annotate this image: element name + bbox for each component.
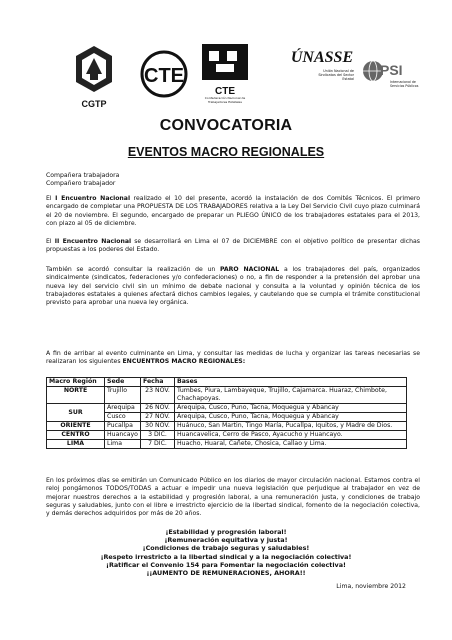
cgtp-emblem-icon <box>72 44 116 94</box>
header-region: Macro Región <box>47 378 105 387</box>
cell-fecha: 3 DIC. <box>141 431 175 440</box>
cell-bases: Huánuco, San Martin, Tingo María, Pucallpa, Iquitos, y Madre de Dios. <box>175 422 407 431</box>
p2-text: se desarrollará en Lima el 07 de DICIEMBRE con el objetivo político de presentar dichas propuestas a los poderes del Estado. <box>46 238 420 254</box>
svg-text:CTE: CTE <box>144 65 184 87</box>
slogan-list <box>0 528 452 577</box>
logo-row <box>0 40 452 110</box>
ipsi-subcaption: Internacional de Servicios Públicos <box>390 80 419 88</box>
paragraph-macro-regional <box>46 350 420 367</box>
table-row <box>47 387 407 404</box>
cell-fecha: 30 NOV. <box>141 422 175 431</box>
paragraph-first-meeting <box>46 195 420 228</box>
cell-fecha: 27 NOV. <box>141 413 175 422</box>
p3-text: a los trabajadores del país, organizados sindicalmente (sindicatos, federaciones y/o confederaciones) o no, a fin de responder a la pretensión del aprobar una nueva ley del servicio civil sin un mínimo de debate nacional y consulta a la voluntad y opinión técnica de los trabajadores estatales a quienes afectará dichos cambios legales, y cautelando que se cumpla el trámite constitucional previsto para aprobar una nueva ley orgánica. <box>46 266 421 307</box>
p1-text: El <box>46 195 56 202</box>
p4-text: A fin de arribar al evento culminante en Lima, y consultar las medidas de lucha y organizar las tareas necesarias se realizaran los siguientes <box>46 350 420 366</box>
cite-emblem-icon <box>140 48 188 100</box>
p1-text: realizado el 10 del presente, acordó la instalación de dos Comités Técnicos. El primero encargado de completar una PROPUESTA DE LOS TRABAJADORES relativa a la Ley Del Servicio Civil cuyo plazo culminará el 20 de noviembre. El segundo, encargado de preparar un PLIEGO ÚNICO de los trabajadores estatales para el 2013, con plazo al 05 de diciembre. <box>46 195 420 227</box>
slogan-line: ¡Ratificar el Convenio 154 para Fomentar la negociación colectiva! <box>106 560 346 569</box>
cell-fecha: 23 NOV. <box>141 387 175 404</box>
p1-bold: I Encuentro Nacional <box>55 195 131 202</box>
cell-sede: Arequipa <box>105 404 141 413</box>
p2-bold: II Encuentro Nacional <box>54 238 132 245</box>
closing-date: Lima, noviembre 2012 <box>336 583 406 590</box>
cell-bases: Huancavelica, Cerro de Pasco, Ayacucho y Huancayo. <box>175 431 407 440</box>
cell-bases: Huacho, Huaral, Cañete, Chosica, Callao y Lima. <box>175 440 407 449</box>
cell-sede: Lima <box>105 440 141 449</box>
table-header-row <box>47 378 407 387</box>
cell-fecha: 26 NOV. <box>141 404 175 413</box>
cite-logo <box>140 48 188 100</box>
paragraph-call-to-action <box>46 477 420 518</box>
cell-bases: Arequipa, Cusco, Puno, Tacna, Moquegua y Abancay <box>175 413 407 422</box>
cell-sede: Trujillo <box>105 387 141 404</box>
slogan-line: ¡¡AUMENTO DE REMUNERACIONES, AHORA!! <box>146 569 306 578</box>
p3-text: También se acordó consultar la realización de un <box>46 266 220 273</box>
unasse-subcaption: Unión Nacional de Sindicatos del Sector Estatal <box>318 69 354 81</box>
p3-bold: PARO NACIONAL <box>219 266 280 273</box>
table-row <box>47 431 407 440</box>
cell-region: NORTE <box>47 387 105 404</box>
unasse-logo <box>290 42 354 108</box>
page-subtitle: EVENTOS MACRO REGIONALES <box>127 145 325 159</box>
greeting <box>46 172 420 189</box>
cell-sede: Huancayo <box>105 431 141 440</box>
cte-emblem-icon <box>198 42 252 82</box>
unasse-caption: ÚNASSE <box>290 49 354 66</box>
header-fecha: Fecha <box>141 378 175 387</box>
slogan-line: ¡Estabilidad y progresión laboral! <box>165 528 287 536</box>
greeting-line: Compañera trabajadora <box>46 172 120 179</box>
ipsi-logo <box>362 60 426 100</box>
cte-caption: CTE <box>215 86 235 97</box>
p5-text: En los próximos días se emitirán un Comunicado Público en los diarios de mayor circulación nacional. Estamos contra el reloj pongámonos TODOS/TODAS a actuar e impedir una nueva legislación que perjudique al trabajador en vez de mejorar nuestros derechos a la estabilidad y progresión laboral, a una remuneración justa, y condiciones de trabajo seguras y saludables, junto con el libre e irrestricto ejercicio de la libertad sindical, fomento de la negociación colectiva, y demás derechos adquiridos por más de 20 años. <box>46 477 420 518</box>
cgtp-caption: CGTP <box>81 99 107 109</box>
cell-region: CENTRO <box>47 431 105 440</box>
cte-subcaption: Confederación Nacional de Trabajadores Estatales <box>204 96 246 104</box>
p4-bold: ENCUENTROS MACRO REGIONALES: <box>122 358 246 366</box>
p2-text: El <box>46 238 55 245</box>
slogan-line: ¡Remuneración equitativa y justa! <box>164 536 288 545</box>
cgtp-logo <box>72 44 116 109</box>
ipsi-caption: PSI <box>380 62 403 78</box>
header-bases: Bases <box>175 378 407 387</box>
cell-sede: Cusco <box>105 413 141 422</box>
slogan-line: ¡Respeto irrestricto a la libertad sindical y a la negociación colectiva! <box>100 552 352 561</box>
macro-region-table <box>46 377 407 449</box>
cell-fecha: 7 DIC. <box>141 440 175 449</box>
slogan-line: ¡Condiciones de trabajo seguras y saludables! <box>142 544 310 553</box>
cell-region: ORIENTE <box>47 422 105 431</box>
table-row <box>47 440 407 449</box>
table-row <box>47 404 407 413</box>
greeting-line: Compañero trabajador <box>46 180 116 188</box>
table-row <box>47 422 407 431</box>
cell-bases: Arequipa, Cusco, Puno, Tacna, Moquegua y Abancay <box>175 404 407 413</box>
page-title: CONVOCATORIA <box>159 117 293 134</box>
cell-sede: Pucallpa <box>105 422 141 431</box>
cell-region: LIMA <box>47 440 105 449</box>
header-sede: Sede <box>105 378 141 387</box>
cell-bases: Tumbes, Piura, Lambayeque, Trujillo, Cajamarca. Huaraz, Chimbote, Chachapoyas. <box>175 387 407 404</box>
paragraph-national-strike <box>46 266 420 307</box>
cte-logo <box>198 42 252 108</box>
cell-region: SUR <box>47 404 105 422</box>
paragraph-second-meeting <box>46 238 420 255</box>
